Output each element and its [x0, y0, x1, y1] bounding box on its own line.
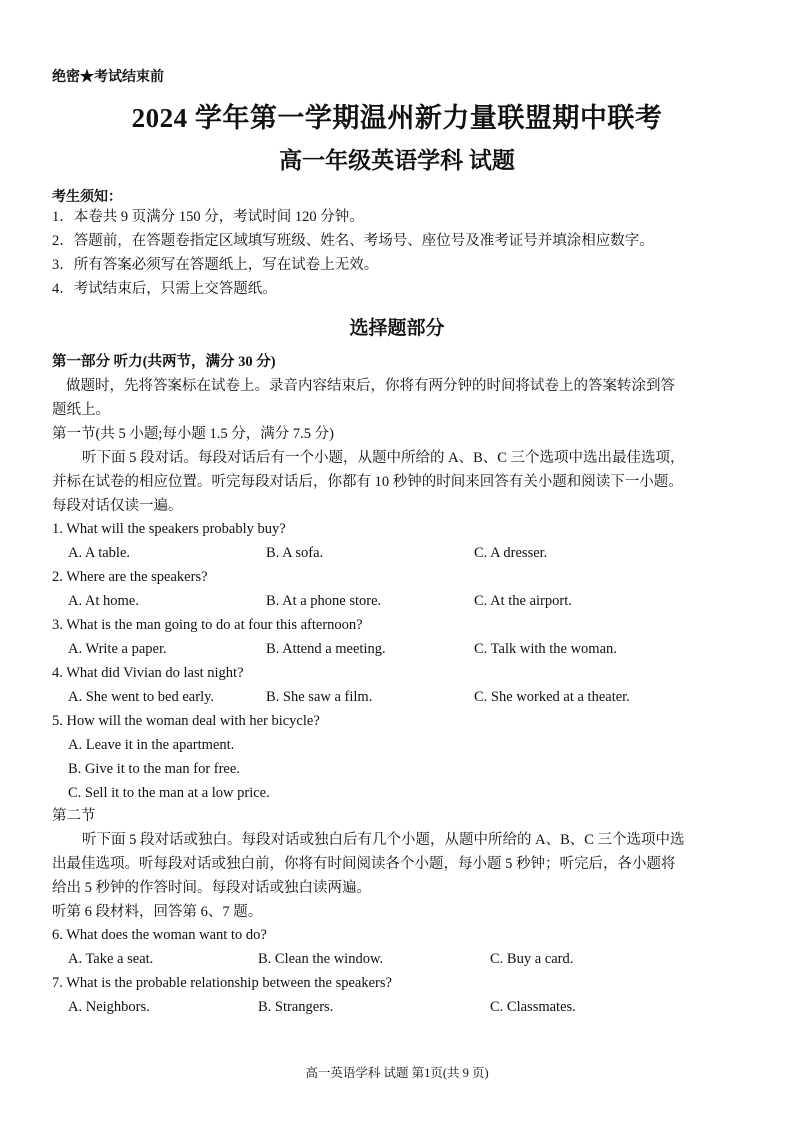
- option-c: C. Talk with the woman.: [474, 641, 617, 657]
- option-a: A. Take a seat.: [68, 951, 154, 967]
- notice-item: 4．考试结束后，只需上交答题纸。: [52, 281, 277, 297]
- option-c: C. Classmates.: [490, 999, 576, 1015]
- option-a: A. Neighbors.: [68, 999, 150, 1015]
- section-title: 选择题部分: [349, 318, 445, 339]
- section1-instructions: 听下面 5 段对话。每段对话后有一个小题，从题中所给的 A、B、C 三个选项中选出最佳选项，: [82, 450, 685, 466]
- part1-intro: 做题时，先将答案标在试卷上。录音内容结束后，你将有两分钟的时间将试卷上的答案转涂到答: [66, 378, 675, 394]
- option-c: C. She worked at a theater.: [474, 689, 630, 705]
- exam-title: 2024 学年第一学期温州新力量联盟期中联考: [131, 103, 663, 133]
- option-b: B. Strangers.: [258, 999, 334, 1015]
- notice-heading: 考生须知：: [52, 190, 122, 205]
- section1-heading: 第一节(共 5 小题;每小题 1.5 分，满分 7.5 分): [52, 426, 334, 442]
- option-c: C. A dresser.: [474, 545, 548, 561]
- confidential-label: 绝密★考试结束前: [52, 70, 164, 85]
- material-instruction: 听第 6 段材料，回答第 6、7 题。: [52, 904, 263, 920]
- question-stem: 5. How will the woman deal with her bicycle?: [52, 713, 320, 729]
- section2-instructions: 听下面 5 段对话或独白。每段对话或独白后有几个小题，从题中所给的 A、B、C 三个选项中选: [82, 832, 685, 848]
- notice-item: 1．本卷共 9 页满分 150 分，考试时间 120 分钟。: [52, 209, 364, 225]
- notice-item: 2．答题前，在答题卷指定区域填写班级、姓名、考场号、座位号及准考证号并填涂相应数字。: [52, 233, 654, 249]
- question-stem: 7. What is the probable relationship between the speakers?: [52, 975, 392, 991]
- question-stem: 3. What is the man going to do at four this afternoon?: [52, 617, 363, 633]
- section2-instructions: 给出 5 秒钟的作答时间。每段对话或独白读两遍。: [52, 880, 371, 896]
- option-b: B. Give it to the man for free.: [68, 761, 240, 777]
- section1-instructions: 并标在试卷的相应位置。听完每段对话后，你都有 10 秒钟的时间来回答有关小题和阅读下一小题。: [52, 474, 683, 490]
- question-stem: 1. What will the speakers probably buy?: [52, 521, 286, 537]
- option-c: C. Sell it to the man at a low price.: [68, 785, 270, 801]
- section2-instructions: 出最佳选项。听每段对话或独白前，你将有时间阅读各个小题，每小题 5 秒钟；听完后，各小题将: [52, 856, 676, 872]
- option-b: B. Attend a meeting.: [266, 641, 386, 657]
- option-b: B. A sofa.: [266, 545, 324, 561]
- option-c: C. At the airport.: [474, 593, 572, 609]
- exam-subtitle: 高一年级英语学科 试题: [279, 148, 515, 173]
- option-b: B. Clean the window.: [258, 951, 384, 967]
- notice-item: 3．所有答案必须写在答题纸上，写在试卷上无效。: [52, 257, 379, 273]
- option-a: A. A table.: [68, 545, 131, 561]
- option-a: A. Leave it in the apartment.: [68, 737, 235, 753]
- option-a: A. Write a paper.: [68, 641, 167, 657]
- page-footer: 高一英语学科 试题 第1页(共 9 页): [305, 1066, 489, 1080]
- option-a: A. At home.: [68, 593, 139, 609]
- section2-heading: 第二节: [52, 808, 96, 824]
- question-stem: 4. What did Vivian do last night?: [52, 665, 244, 681]
- question-stem: 2. Where are the speakers?: [52, 569, 208, 585]
- option-b: B. At a phone store.: [266, 593, 382, 609]
- option-a: A. She went to bed early.: [68, 689, 215, 705]
- part1-intro: 题纸上。: [52, 402, 110, 418]
- section1-instructions: 每段对话仅读一遍。: [52, 498, 183, 514]
- question-stem: 6. What does the woman want to do?: [52, 927, 267, 943]
- part1-heading: 第一部分 听力(共两节，满分 30 分): [52, 354, 276, 370]
- option-c: C. Buy a card.: [490, 951, 574, 967]
- option-b: B. She saw a film.: [266, 689, 373, 705]
